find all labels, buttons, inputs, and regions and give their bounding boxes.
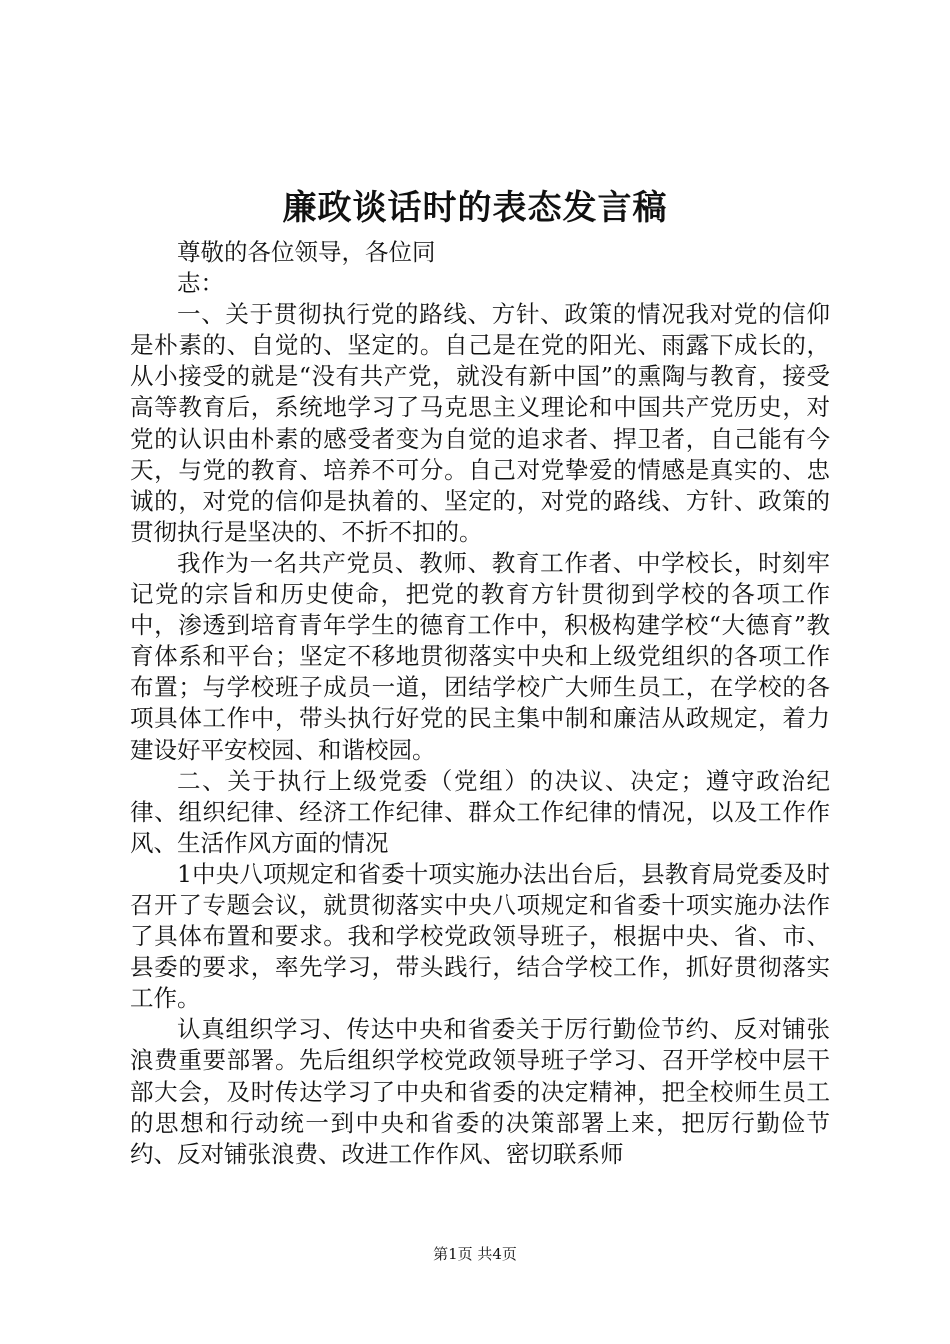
page-footer: 第1页 共4页 <box>433 1245 517 1263</box>
paragraph-1: 一、关于贯彻执行党的路线、方针、政策的情况我对党的信仰是朴素的、自觉的、坚定的。自己是在党的阳光、雨露下成长的，从小接受的就是“没有共产党，就没有新中国”的熏陶与教育，接受高等教育后，系统地学习了马克思主义理论和中国共产党历史，对党的认识由朴素的感受者变为自觉的追求者、捍卫者，自己能有今天，与党的教育、培养不可分。自己对党挚爱的情感是真实的、忠诚的，对党的信仰是执着的、坚定的，对党的路线、方针、政策的贯彻执行是坚决的、不折不扣的。 <box>130 300 830 546</box>
salutation: 尊敬的各位领导，各位同志： <box>177 238 436 298</box>
paragraph-4: 1中央八项规定和省委十项实施办法出台后，县教育局党委及时召开了专题会议，就贯彻落实中央八项规定和省委十项实施办法作了具体布置和要求。我和学校党政领导班子，根据中央、省、市、县委的要求，率先学习，带头践行，结合学校工作，抓好贯彻落实工作。 <box>130 859 830 1013</box>
paragraph-5: 认真组织学习、传达中央和省委关于厉行勤俭节约、反对铺张浪费重要部署。先后组织学校党政领导班子学习、召开学校中层干部大会，及时传达学习了中央和省委的决定精神，把全校师生员工的思想和行动统一到中央和省委的决策部署上来，把厉行勤俭节约、反对铺张浪费、改进工作作风、密切联系师 <box>130 1015 830 1168</box>
document-body <box>130 237 830 1170</box>
document-title: 廉政谈话时的表态发言稿 <box>282 188 668 228</box>
paragraph-3: 二、关于执行上级党委（党组）的决议、决定；遵守政治纪律、组织纪律、经济工作纪律、群众工作纪律的情况，以及工作作风、生活作风方面的情况 <box>130 766 830 857</box>
paragraph-2: 我作为一名共产党员、教师、教育工作者、中学校长，时刻牢记党的宗旨和历史使命，把党的教育方针贯彻到学校的各项工作中，渗透到培育青年学生的德育工作中，积极构建学校“大德育”教育体系和平台；坚定不移地贯彻落实中央和上级党组织的各项工作布置；与学校班子成员一道，团结学校广大师生员工，在学校的各项具体工作中，带头执行好党的民主集中制和廉洁从政规定，着力建设好平安校园、和谐校园。 <box>130 548 830 764</box>
